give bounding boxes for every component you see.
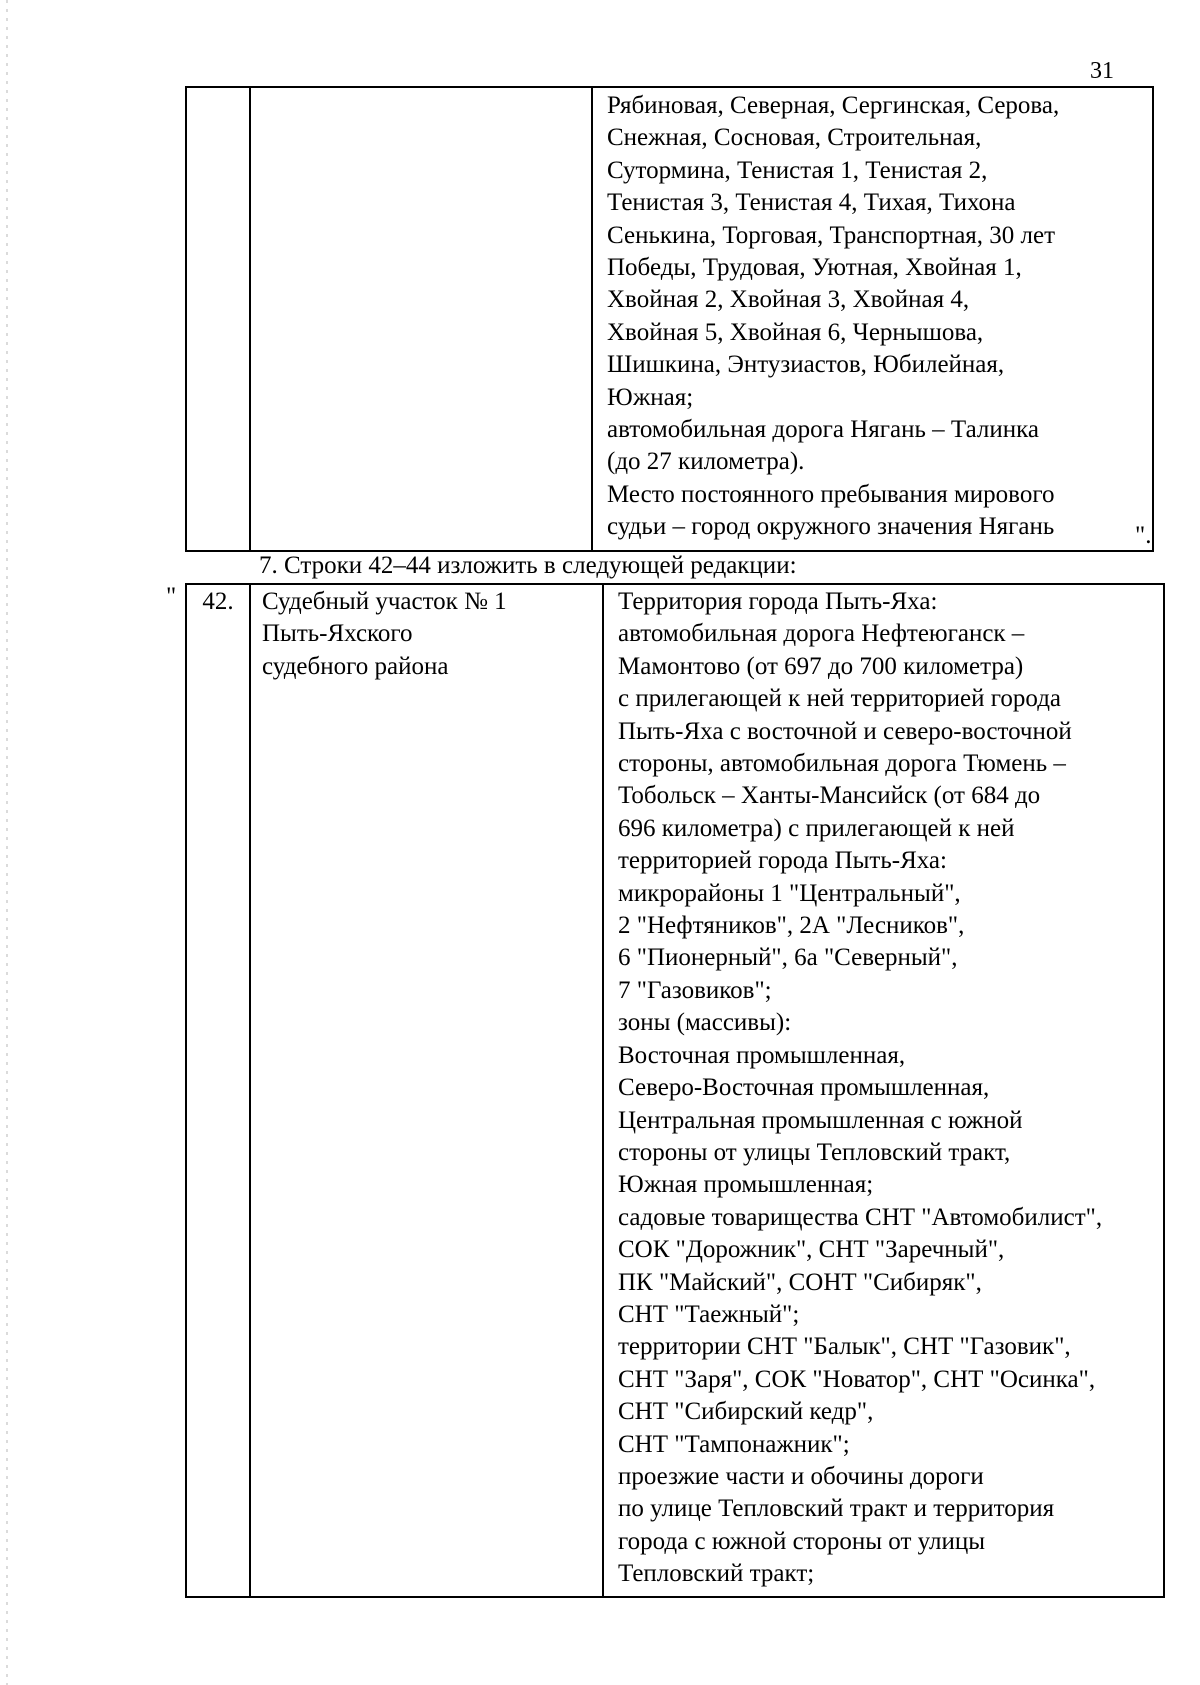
scan-edge-artifact <box>6 0 8 1685</box>
territory-line: территорией города Пыть-Яха: <box>618 847 947 875</box>
territory-line: Мамонтово (от 697 до 700 километра) <box>618 652 1024 680</box>
territory-line: ПК "Майский", СОНТ "Сибиряк", <box>618 1268 982 1296</box>
territory-line: СОК "Дорожник", СНТ "Заречный", <box>618 1236 1005 1264</box>
table-row-42 <box>185 583 1165 1598</box>
territory-line: садовые товарищества СНТ "Автомобилист", <box>618 1203 1103 1231</box>
territory-line: микрорайоны 1 "Центральный", <box>618 879 961 907</box>
territory-line: Снежная, Сосновая, Строительная, <box>607 124 982 152</box>
territory-line: проезжие части и обочины дороги <box>618 1462 984 1490</box>
territory-line: СНТ "Сибирский кедр", <box>618 1398 874 1426</box>
territory-line: города с южной стороны от улицы <box>618 1527 986 1555</box>
territory-line: автомобильная дорога Нягань – Талинка <box>607 416 1039 444</box>
territory-line: СНТ "Заря", СОК "Новатор", СНТ "Осинка", <box>618 1365 1096 1393</box>
court-name-cell <box>250 584 603 1597</box>
territory-line: Рябиновая, Северная, Сергинская, Серова, <box>607 92 1060 119</box>
court-name-line: Судебный участок № 1 <box>262 588 507 615</box>
territory-line: стороны, автомобильная дорога Тюмень – <box>618 750 1066 778</box>
territory-line: Территория города Пыть-Яха: <box>618 588 938 615</box>
territory-line: Восточная промышленная, <box>618 1041 906 1069</box>
territory-line: 2 "Нефтяников", 2А "Лесников", <box>618 912 965 940</box>
territory-line: Место постоянного пребывания мирового <box>607 480 1055 508</box>
territory-line: судьи – город окружного значения Нягань <box>607 513 1055 541</box>
opening-quote: " <box>166 583 177 610</box>
territory-line: 6 "Пионерный", 6а "Северный", <box>618 944 958 972</box>
territory-line: Тенистая 3, Тенистая 4, Тихая, Тихона <box>607 189 1016 217</box>
territory-line: СНТ "Таежный"; <box>618 1300 800 1328</box>
territory-line: Сенькина, Торговая, Транспортная, 30 лет <box>607 221 1056 249</box>
row-number-cell: 42. <box>186 584 250 1597</box>
territory-line: Хвойная 2, Хвойная 3, Хвойная 4, <box>607 286 970 314</box>
table-row <box>186 584 1164 1597</box>
territory-line: Тепловский тракт; <box>618 1560 815 1588</box>
territory-line: по улице Тепловский тракт и территория <box>618 1495 1055 1523</box>
territory-line: Пыть-Яха с восточной и северо-восточной <box>618 717 1072 745</box>
territory-line: 7 "Газовиков"; <box>618 976 772 1004</box>
amendment-heading: 7. Строки 42–44 изложить в следующей редакции: <box>259 552 797 579</box>
territory-line: стороны от улицы Тепловский тракт, <box>618 1138 1011 1166</box>
territory-line: Хвойная 5, Хвойная 6, Чернышова, <box>607 318 984 346</box>
territory-cell <box>603 584 1164 1597</box>
territory-line: Сутормина, Тенистая 1, Тенистая 2, <box>607 156 988 184</box>
territory-line: Победы, Трудовая, Уютная, Хвойная 1, <box>607 254 1022 282</box>
table-continued <box>185 86 1154 552</box>
territory-line: СНТ "Тампонажник"; <box>618 1430 850 1458</box>
territory-line: зоны (массивы): <box>618 1009 792 1037</box>
closing-quote: ". <box>1135 522 1152 549</box>
court-name-line: Пыть-Яхского <box>262 620 413 648</box>
territory-cell <box>592 87 1153 551</box>
court-name-cell <box>250 87 592 551</box>
territory-line: Северо-Восточная промышленная, <box>618 1074 990 1102</box>
territory-line: с прилегающей к ней территорией города <box>618 685 1062 713</box>
territory-line: территории СНТ "Балык", СНТ "Газовик", <box>618 1333 1071 1361</box>
territory-line: (до 27 километра). <box>607 448 805 476</box>
row-number-cell <box>186 87 250 551</box>
territory-line: Тобольск – Ханты-Мансийск (от 684 до <box>618 782 1041 810</box>
territory-line: Центральная промышленная с южной <box>618 1106 1023 1134</box>
territory-line: автомобильная дорога Нефтеюганск – <box>618 620 1025 648</box>
territory-line: Южная; <box>607 383 694 411</box>
table-row <box>186 87 1153 551</box>
page-number: 31 <box>1090 58 1114 84</box>
territory-line: Шишкина, Энтузиастов, Юбилейная, <box>607 351 1005 379</box>
territory-line: 696 километра) с прилегающей к ней <box>618 814 1015 842</box>
court-name-line: судебного района <box>262 652 449 680</box>
territory-line: Южная промышленная; <box>618 1171 874 1199</box>
